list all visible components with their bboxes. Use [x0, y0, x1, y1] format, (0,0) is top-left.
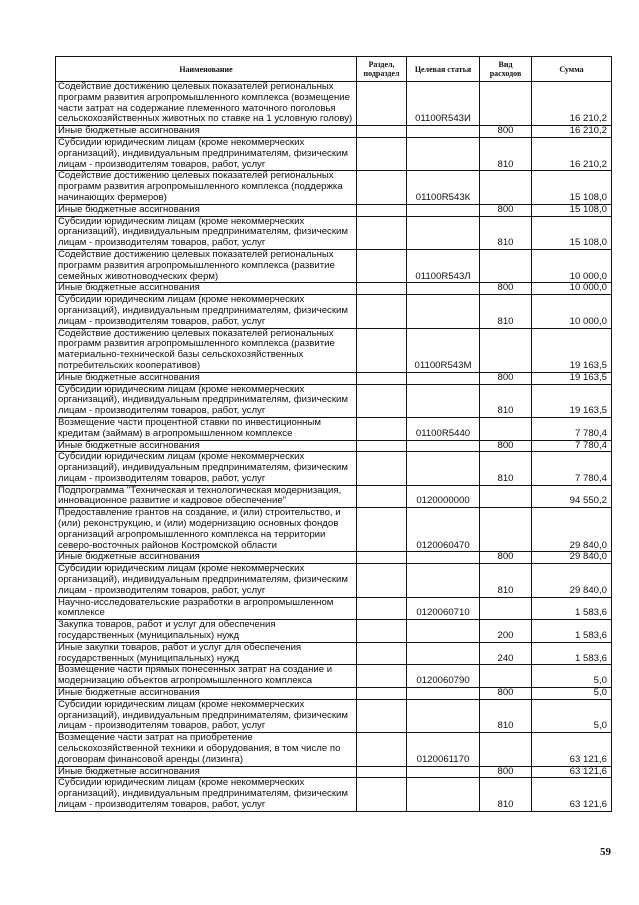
- cell-sum: 1 583,6: [532, 642, 612, 665]
- cell-sum: 10 000,0: [532, 249, 612, 282]
- cell-expense: [480, 417, 532, 440]
- cell-name: Предоставление грантов на создание, и (или) строительство, и (или) реконструкцию, и (или) модернизацию основных фондов организаций агропромышленного комплекса на территории северо-восточных районов Костромской области: [56, 508, 357, 552]
- cell-section: [357, 372, 407, 384]
- cell-section: [357, 778, 407, 811]
- cell-target: [407, 699, 480, 732]
- cell-expense: [480, 82, 532, 126]
- cell-section: [357, 733, 407, 766]
- cell-sum: 19 163,5: [532, 328, 612, 372]
- cell-target: [407, 372, 480, 384]
- cell-name: Возмещение части затрат на приобретение сельскохозяйственной техники и оборудования, в том числе по договорам финансовой аренды (лизинга): [56, 733, 357, 766]
- cell-section: [357, 766, 407, 778]
- table-row: [56, 126, 612, 138]
- table-row: [56, 417, 612, 440]
- cell-section: [357, 417, 407, 440]
- cell-section: [357, 283, 407, 295]
- cell-target: [407, 137, 480, 170]
- cell-name: Иные закупки товаров, работ и услуг для обеспечения государственных (муниципальных) нужд: [56, 642, 357, 665]
- cell-expense: 810: [480, 564, 532, 597]
- table-row: [56, 597, 612, 620]
- cell-name: Субсидии юридическим лицам (кроме некоммерческих организаций), индивидуальным предпринимателям, физическим лицам - производителям товаров, работ, услуг: [56, 216, 357, 249]
- table-row: [56, 688, 612, 700]
- cell-expense: [480, 171, 532, 204]
- cell-name: Содействие достижению целевых показателей региональных программ развития агропромышленного комплекса (развитие материально-технической базы сельскохозяйственных потребительских кооперативов): [56, 328, 357, 372]
- cell-name: Иные бюджетные ассигнования: [56, 688, 357, 700]
- cell-target: [407, 283, 480, 295]
- cell-target: [407, 440, 480, 452]
- table-header-row: [56, 57, 612, 82]
- cell-name: Содействие достижению целевых показателей региональных программ развития агропромышленного комплекса (поддержка начинающих фермеров): [56, 171, 357, 204]
- cell-target: 0120060790: [407, 665, 480, 688]
- table-row: [56, 766, 612, 778]
- cell-name: Иные бюджетные ассигнования: [56, 766, 357, 778]
- cell-expense: 810: [480, 384, 532, 417]
- cell-name: Содействие достижению целевых показателей региональных программ развития агропромышленного комплекса (развитие семейных животноводческих ферм): [56, 249, 357, 282]
- table-row: [56, 372, 612, 384]
- table-row: [56, 440, 612, 452]
- cell-section: [357, 216, 407, 249]
- cell-target: [407, 642, 480, 665]
- table-body: [56, 82, 612, 812]
- cell-name: Субсидии юридическим лицам (кроме некоммерческих организаций), индивидуальным предпринимателям, физическим лицам - производителям товаров, работ, услуг: [56, 137, 357, 170]
- cell-name: Иные бюджетные ассигнования: [56, 440, 357, 452]
- cell-name: Подпрограмма "Техническая и технологическая модернизация, инновационное развитие и кадровое обеспечение": [56, 485, 357, 508]
- cell-expense: 800: [480, 440, 532, 452]
- cell-target: 01100R543И: [407, 82, 480, 126]
- cell-target: [407, 384, 480, 417]
- cell-target: [407, 295, 480, 328]
- cell-sum: 15 108,0: [532, 171, 612, 204]
- cell-sum: 19 163,5: [532, 372, 612, 384]
- cell-sum: 1 583,6: [532, 620, 612, 643]
- cell-name: Возмещение части прямых понесенных затрат на создание и модернизацию объектов агропромышленного комплекса: [56, 665, 357, 688]
- cell-expense: [480, 485, 532, 508]
- cell-sum: 7 780,4: [532, 452, 612, 485]
- table-row: [56, 171, 612, 204]
- table-row: [56, 699, 612, 732]
- cell-expense: 240: [480, 642, 532, 665]
- table-row: [56, 642, 612, 665]
- cell-expense: [480, 665, 532, 688]
- table-row: [56, 620, 612, 643]
- cell-section: [357, 82, 407, 126]
- cell-sum: 15 108,0: [532, 216, 612, 249]
- cell-expense: 810: [480, 778, 532, 811]
- table-row: [56, 552, 612, 564]
- table-row: [56, 295, 612, 328]
- table-row: [56, 216, 612, 249]
- cell-expense: 800: [480, 766, 532, 778]
- cell-sum: 5,0: [532, 699, 612, 732]
- cell-section: [357, 552, 407, 564]
- cell-target: 0120061170: [407, 733, 480, 766]
- cell-target: [407, 204, 480, 216]
- cell-expense: 810: [480, 452, 532, 485]
- cell-sum: 16 210,2: [532, 82, 612, 126]
- table-row: [56, 564, 612, 597]
- cell-target: [407, 216, 480, 249]
- cell-section: [357, 597, 407, 620]
- cell-name: Субсидии юридическим лицам (кроме некоммерческих организаций), индивидуальным предпринимателям, физическим лицам - производителям товаров, работ, услуг: [56, 384, 357, 417]
- cell-target: [407, 778, 480, 811]
- cell-section: [357, 665, 407, 688]
- cell-name: Субсидии юридическим лицам (кроме некоммерческих организаций), индивидуальным предпринимателям, физическим лицам - производителям товаров, работ, услуг: [56, 699, 357, 732]
- column-header-section: Раздел, подраздел: [357, 57, 407, 82]
- table-row: [56, 82, 612, 126]
- cell-target: [407, 688, 480, 700]
- cell-target: 0120060470: [407, 508, 480, 552]
- cell-section: [357, 642, 407, 665]
- cell-name: Иные бюджетные ассигнования: [56, 283, 357, 295]
- cell-target: [407, 452, 480, 485]
- cell-expense: [480, 597, 532, 620]
- table-row: [56, 665, 612, 688]
- cell-section: [357, 204, 407, 216]
- cell-sum: 15 108,0: [532, 204, 612, 216]
- cell-section: [357, 452, 407, 485]
- cell-name: Закупка товаров, работ и услуг для обеспечения государственных (муниципальных) нужд: [56, 620, 357, 643]
- cell-target: 01100R5440: [407, 417, 480, 440]
- table-row: [56, 485, 612, 508]
- cell-name: Иные бюджетные ассигнования: [56, 126, 357, 138]
- cell-expense: 800: [480, 283, 532, 295]
- cell-name: Иные бюджетные ассигнования: [56, 552, 357, 564]
- table-row: [56, 249, 612, 282]
- cell-target: 01100R543Л: [407, 249, 480, 282]
- cell-target: 0120000000: [407, 485, 480, 508]
- cell-sum: 63 121,6: [532, 766, 612, 778]
- cell-expense: 800: [480, 204, 532, 216]
- cell-section: [357, 620, 407, 643]
- cell-expense: 810: [480, 216, 532, 249]
- cell-section: [357, 384, 407, 417]
- budget-table: [55, 56, 612, 812]
- page-number: 59: [600, 846, 611, 858]
- cell-target: [407, 620, 480, 643]
- cell-section: [357, 328, 407, 372]
- cell-section: [357, 171, 407, 204]
- cell-section: [357, 249, 407, 282]
- cell-sum: 10 000,0: [532, 295, 612, 328]
- cell-name: Субсидии юридическим лицам (кроме некоммерческих организаций), индивидуальным предпринимателям, физическим лицам - производителям товаров, работ, услуг: [56, 452, 357, 485]
- cell-sum: 5,0: [532, 688, 612, 700]
- cell-name: Субсидии юридическим лицам (кроме некоммерческих организаций), индивидуальным предпринимателям, физическим лицам - производителям товаров, работ, услуг: [56, 778, 357, 811]
- table-row: [56, 452, 612, 485]
- column-header-expense: Вид расходов: [480, 57, 532, 82]
- budget-table-page: [55, 56, 611, 812]
- table-row: [56, 778, 612, 811]
- column-header-target: Целевая статья: [407, 57, 480, 82]
- cell-expense: 800: [480, 126, 532, 138]
- cell-section: [357, 440, 407, 452]
- cell-sum: 63 121,6: [532, 778, 612, 811]
- cell-name: Субсидии юридическим лицам (кроме некоммерческих организаций), индивидуальным предпринимателям, физическим лицам - производителям товаров, работ, услуг: [56, 295, 357, 328]
- cell-sum: 16 210,2: [532, 126, 612, 138]
- cell-sum: 63 121,6: [532, 733, 612, 766]
- table-row: [56, 733, 612, 766]
- column-header-name: Наименование: [56, 57, 357, 82]
- cell-sum: 7 780,4: [532, 417, 612, 440]
- cell-name: Возмещение части процентной ставки по инвестиционным кредитам (займам) в агропромышленном комплексе: [56, 417, 357, 440]
- table-row: [56, 328, 612, 372]
- cell-name: Иные бюджетные ассигнования: [56, 372, 357, 384]
- table-row: [56, 384, 612, 417]
- cell-expense: 810: [480, 137, 532, 170]
- cell-section: [357, 485, 407, 508]
- table-row: [56, 204, 612, 216]
- cell-sum: 19 163,5: [532, 384, 612, 417]
- cell-name: Научно-исследовательские разработки в агропромышленном комплексе: [56, 597, 357, 620]
- cell-expense: [480, 328, 532, 372]
- cell-target: [407, 564, 480, 597]
- cell-sum: 7 780,4: [532, 440, 612, 452]
- cell-expense: [480, 508, 532, 552]
- cell-expense: [480, 733, 532, 766]
- cell-section: [357, 137, 407, 170]
- cell-sum: 29 840,0: [532, 508, 612, 552]
- cell-section: [357, 699, 407, 732]
- cell-target: [407, 766, 480, 778]
- cell-target: [407, 126, 480, 138]
- cell-expense: 810: [480, 699, 532, 732]
- cell-target: [407, 552, 480, 564]
- cell-expense: 810: [480, 295, 532, 328]
- cell-expense: 200: [480, 620, 532, 643]
- cell-section: [357, 564, 407, 597]
- cell-expense: 800: [480, 372, 532, 384]
- cell-expense: 800: [480, 688, 532, 700]
- cell-sum: 29 840,0: [532, 552, 612, 564]
- cell-section: [357, 126, 407, 138]
- table-row: [56, 137, 612, 170]
- cell-sum: 94 550,2: [532, 485, 612, 508]
- column-header-sum: Сумма: [532, 57, 612, 82]
- cell-name: Содействие достижению целевых показателей региональных программ развития агропромышленного комплекса (возмещение части затрат на содержание племенного маточного поголовья сельскохозяйственных животных по ставке на 1 условную голову): [56, 82, 357, 126]
- cell-section: [357, 688, 407, 700]
- cell-name: Субсидии юридическим лицам (кроме некоммерческих организаций), индивидуальным предпринимателям, физическим лицам - производителям товаров, работ, услуг: [56, 564, 357, 597]
- cell-target: 0120060710: [407, 597, 480, 620]
- cell-expense: 800: [480, 552, 532, 564]
- cell-section: [357, 295, 407, 328]
- cell-sum: 16 210,2: [532, 137, 612, 170]
- cell-sum: 1 583,6: [532, 597, 612, 620]
- cell-name: Иные бюджетные ассигнования: [56, 204, 357, 216]
- cell-sum: 29 840,0: [532, 564, 612, 597]
- cell-section: [357, 508, 407, 552]
- table-row: [56, 283, 612, 295]
- cell-target: 01100R543К: [407, 171, 480, 204]
- cell-target: 01100R543М: [407, 328, 480, 372]
- cell-expense: [480, 249, 532, 282]
- cell-sum: 10 000,0: [532, 283, 612, 295]
- table-row: [56, 508, 612, 552]
- cell-sum: 5,0: [532, 665, 612, 688]
